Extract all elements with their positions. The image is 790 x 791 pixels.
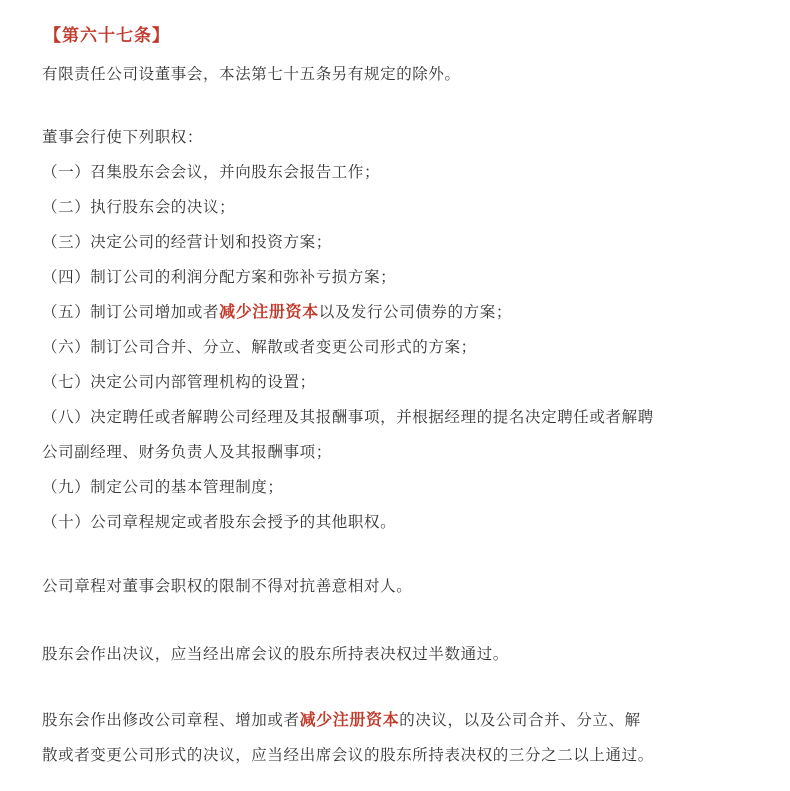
intro-paragraph: 有限责任公司设董事会，本法第七十五条另有规定的除外。 (42, 65, 461, 83)
power-item-7: （七）决定公司内部管理机构的设置； (42, 373, 316, 391)
power-item-10: （十）公司章程规定或者股东会授予的其他职权。 (42, 513, 397, 531)
power-item-5-before: （五）制订公司增加或者 (42, 303, 220, 321)
power-item-3: （三）决定公司的经营计划和投资方案； (42, 233, 332, 251)
power-item-5-after: 以及发行公司债券的方案； (318, 303, 512, 321)
power-item-1: （一）召集股东会会议，并向股东会报告工作； (42, 163, 381, 181)
power-item-5-highlight: 减少注册资本 (219, 302, 319, 321)
special-after: 的决议，以及公司合并、分立、解 (399, 711, 641, 729)
power-item-4: （四）制订公司的利润分配方案和弥补亏损方案； (42, 268, 397, 286)
power-item-5 (42, 302, 512, 322)
power-item-8-line-2: 公司副经理、财务负责人及其报酬事项； (42, 443, 332, 461)
power-item-6: （六）制订公司合并、分立、解散或者变更公司形式的方案； (42, 338, 477, 356)
power-item-2: （二）执行股东会的决议； (42, 198, 236, 216)
special-highlight: 减少注册资本 (299, 710, 400, 729)
special-before: 股东会作出修改公司章程、增加或者 (42, 711, 300, 729)
majority-paragraph: 股东会作出决议，应当经出席会议的股东所持表决权过半数通过。 (42, 645, 509, 663)
power-item-8-line-1: （八）决定聘任或者解聘公司经理及其报酬事项，并根据经理的提名决定聘任或者解聘 (42, 408, 654, 426)
limit-paragraph: 公司章程对董事会职权的限制不得对抗善意相对人。 (42, 577, 413, 595)
powers-heading: 董事会行使下列职权： (42, 128, 204, 146)
article-title: 【第六十七条】 (44, 26, 170, 46)
special-resolution-line-1 (42, 710, 641, 730)
power-item-9: （九）制定公司的基本管理制度； (42, 478, 284, 496)
special-resolution-line-2: 散或者变更公司形式的决议，应当经出席会议的股东所持表决权的三分之二以上通过。 (42, 746, 654, 764)
